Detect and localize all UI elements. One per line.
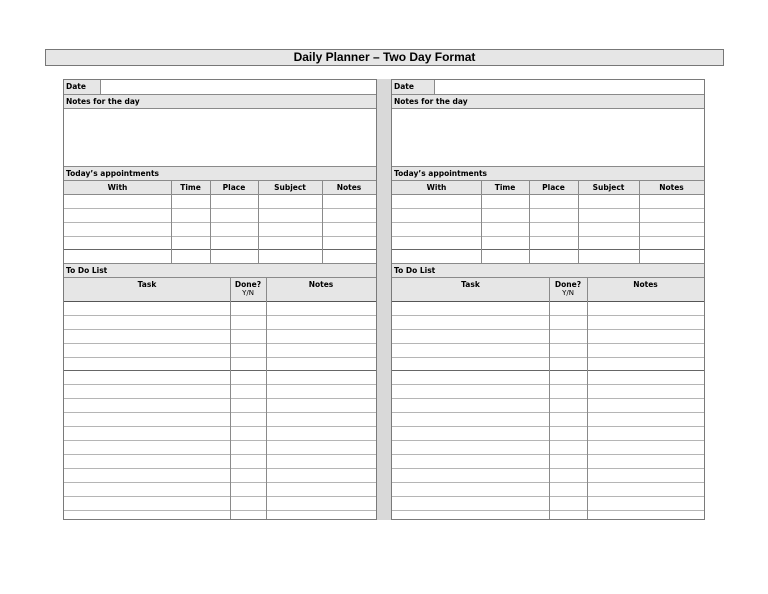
col-with: With <box>426 183 447 192</box>
date-field[interactable] <box>433 80 704 94</box>
table-row <box>64 384 376 385</box>
col-divider <box>210 180 211 263</box>
date-row <box>392 80 704 94</box>
table-row <box>64 440 376 441</box>
table-row <box>392 496 704 497</box>
col-divider <box>322 180 323 263</box>
table-row <box>392 384 704 385</box>
col-done-sub: Y/N <box>242 289 254 297</box>
table-row <box>392 329 704 330</box>
appointments-table[interactable] <box>392 194 704 263</box>
col-divider <box>639 180 640 263</box>
table-row <box>64 249 376 250</box>
appointments-header <box>64 180 376 194</box>
col-divider <box>266 277 267 519</box>
table-row <box>392 482 704 483</box>
date-row <box>64 80 376 94</box>
table-row <box>392 454 704 455</box>
appointments-label: Today’s appointments <box>64 166 376 180</box>
col-divider <box>549 277 550 519</box>
todo-table[interactable] <box>392 301 704 519</box>
appointments-header <box>392 180 704 194</box>
table-row <box>64 315 376 316</box>
table-row <box>64 468 376 469</box>
table-row <box>392 398 704 399</box>
col-divider <box>529 180 530 263</box>
table-row <box>392 412 704 413</box>
notes-label: Notes for the day <box>392 94 704 108</box>
day-panel-left <box>63 79 377 520</box>
table-row <box>392 222 704 223</box>
col-place: Place <box>542 183 565 192</box>
table-row <box>64 496 376 497</box>
notes-field[interactable] <box>392 108 704 166</box>
table-row <box>64 222 376 223</box>
table-row <box>392 440 704 441</box>
center-gutter <box>376 79 391 520</box>
col-divider <box>258 180 259 263</box>
table-row <box>64 412 376 413</box>
todo-header <box>64 277 376 301</box>
appointments-label: Today’s appointments <box>392 166 704 180</box>
table-row <box>64 329 376 330</box>
table-row <box>64 426 376 427</box>
col-subject: Subject <box>592 183 625 192</box>
table-row <box>392 426 704 427</box>
page-title: Daily Planner – Two Day Format <box>45 49 724 66</box>
notes-label: Notes for the day <box>64 94 376 108</box>
table-row <box>64 208 376 209</box>
col-done: Done? <box>234 280 262 289</box>
col-todo-notes: Notes <box>633 280 658 289</box>
col-task: Task <box>461 280 480 289</box>
table-row <box>392 510 704 511</box>
table-row <box>64 510 376 511</box>
col-divider <box>578 180 579 263</box>
table-row <box>64 454 376 455</box>
table-row <box>392 208 704 209</box>
col-done-sub: Y/N <box>562 289 574 297</box>
col-divider <box>587 277 588 519</box>
table-row <box>392 315 704 316</box>
table-row <box>64 343 376 344</box>
table-row <box>64 236 376 237</box>
table-row <box>392 468 704 469</box>
col-time: Time <box>494 183 516 192</box>
todo-header <box>392 277 704 301</box>
date-label: Date <box>392 80 435 94</box>
table-row <box>392 343 704 344</box>
notes-field[interactable] <box>64 108 376 166</box>
table-row <box>64 370 376 371</box>
col-todo-notes: Notes <box>308 280 334 289</box>
col-subject: Subject <box>274 183 306 192</box>
table-row <box>64 357 376 358</box>
col-place: Place <box>222 183 246 192</box>
todo-label: To Do List <box>64 263 376 277</box>
table-row <box>64 482 376 483</box>
date-field[interactable] <box>99 80 376 94</box>
table-row <box>392 370 704 371</box>
table-row <box>64 398 376 399</box>
col-divider <box>171 180 172 263</box>
table-row <box>392 357 704 358</box>
appointments-table[interactable] <box>64 194 376 263</box>
col-divider <box>481 180 482 263</box>
date-label: Date <box>64 80 101 94</box>
col-time: Time <box>180 183 201 192</box>
todo-table[interactable] <box>64 301 376 519</box>
col-task: Task <box>137 280 157 289</box>
col-notes: Notes <box>336 183 362 192</box>
todo-label: To Do List <box>392 263 704 277</box>
table-row <box>392 236 704 237</box>
col-divider <box>230 277 231 519</box>
col-with: With <box>107 183 128 192</box>
table-row <box>392 249 704 250</box>
day-panel-right <box>391 79 705 520</box>
col-notes: Notes <box>659 183 684 192</box>
col-done: Done? <box>554 280 582 289</box>
